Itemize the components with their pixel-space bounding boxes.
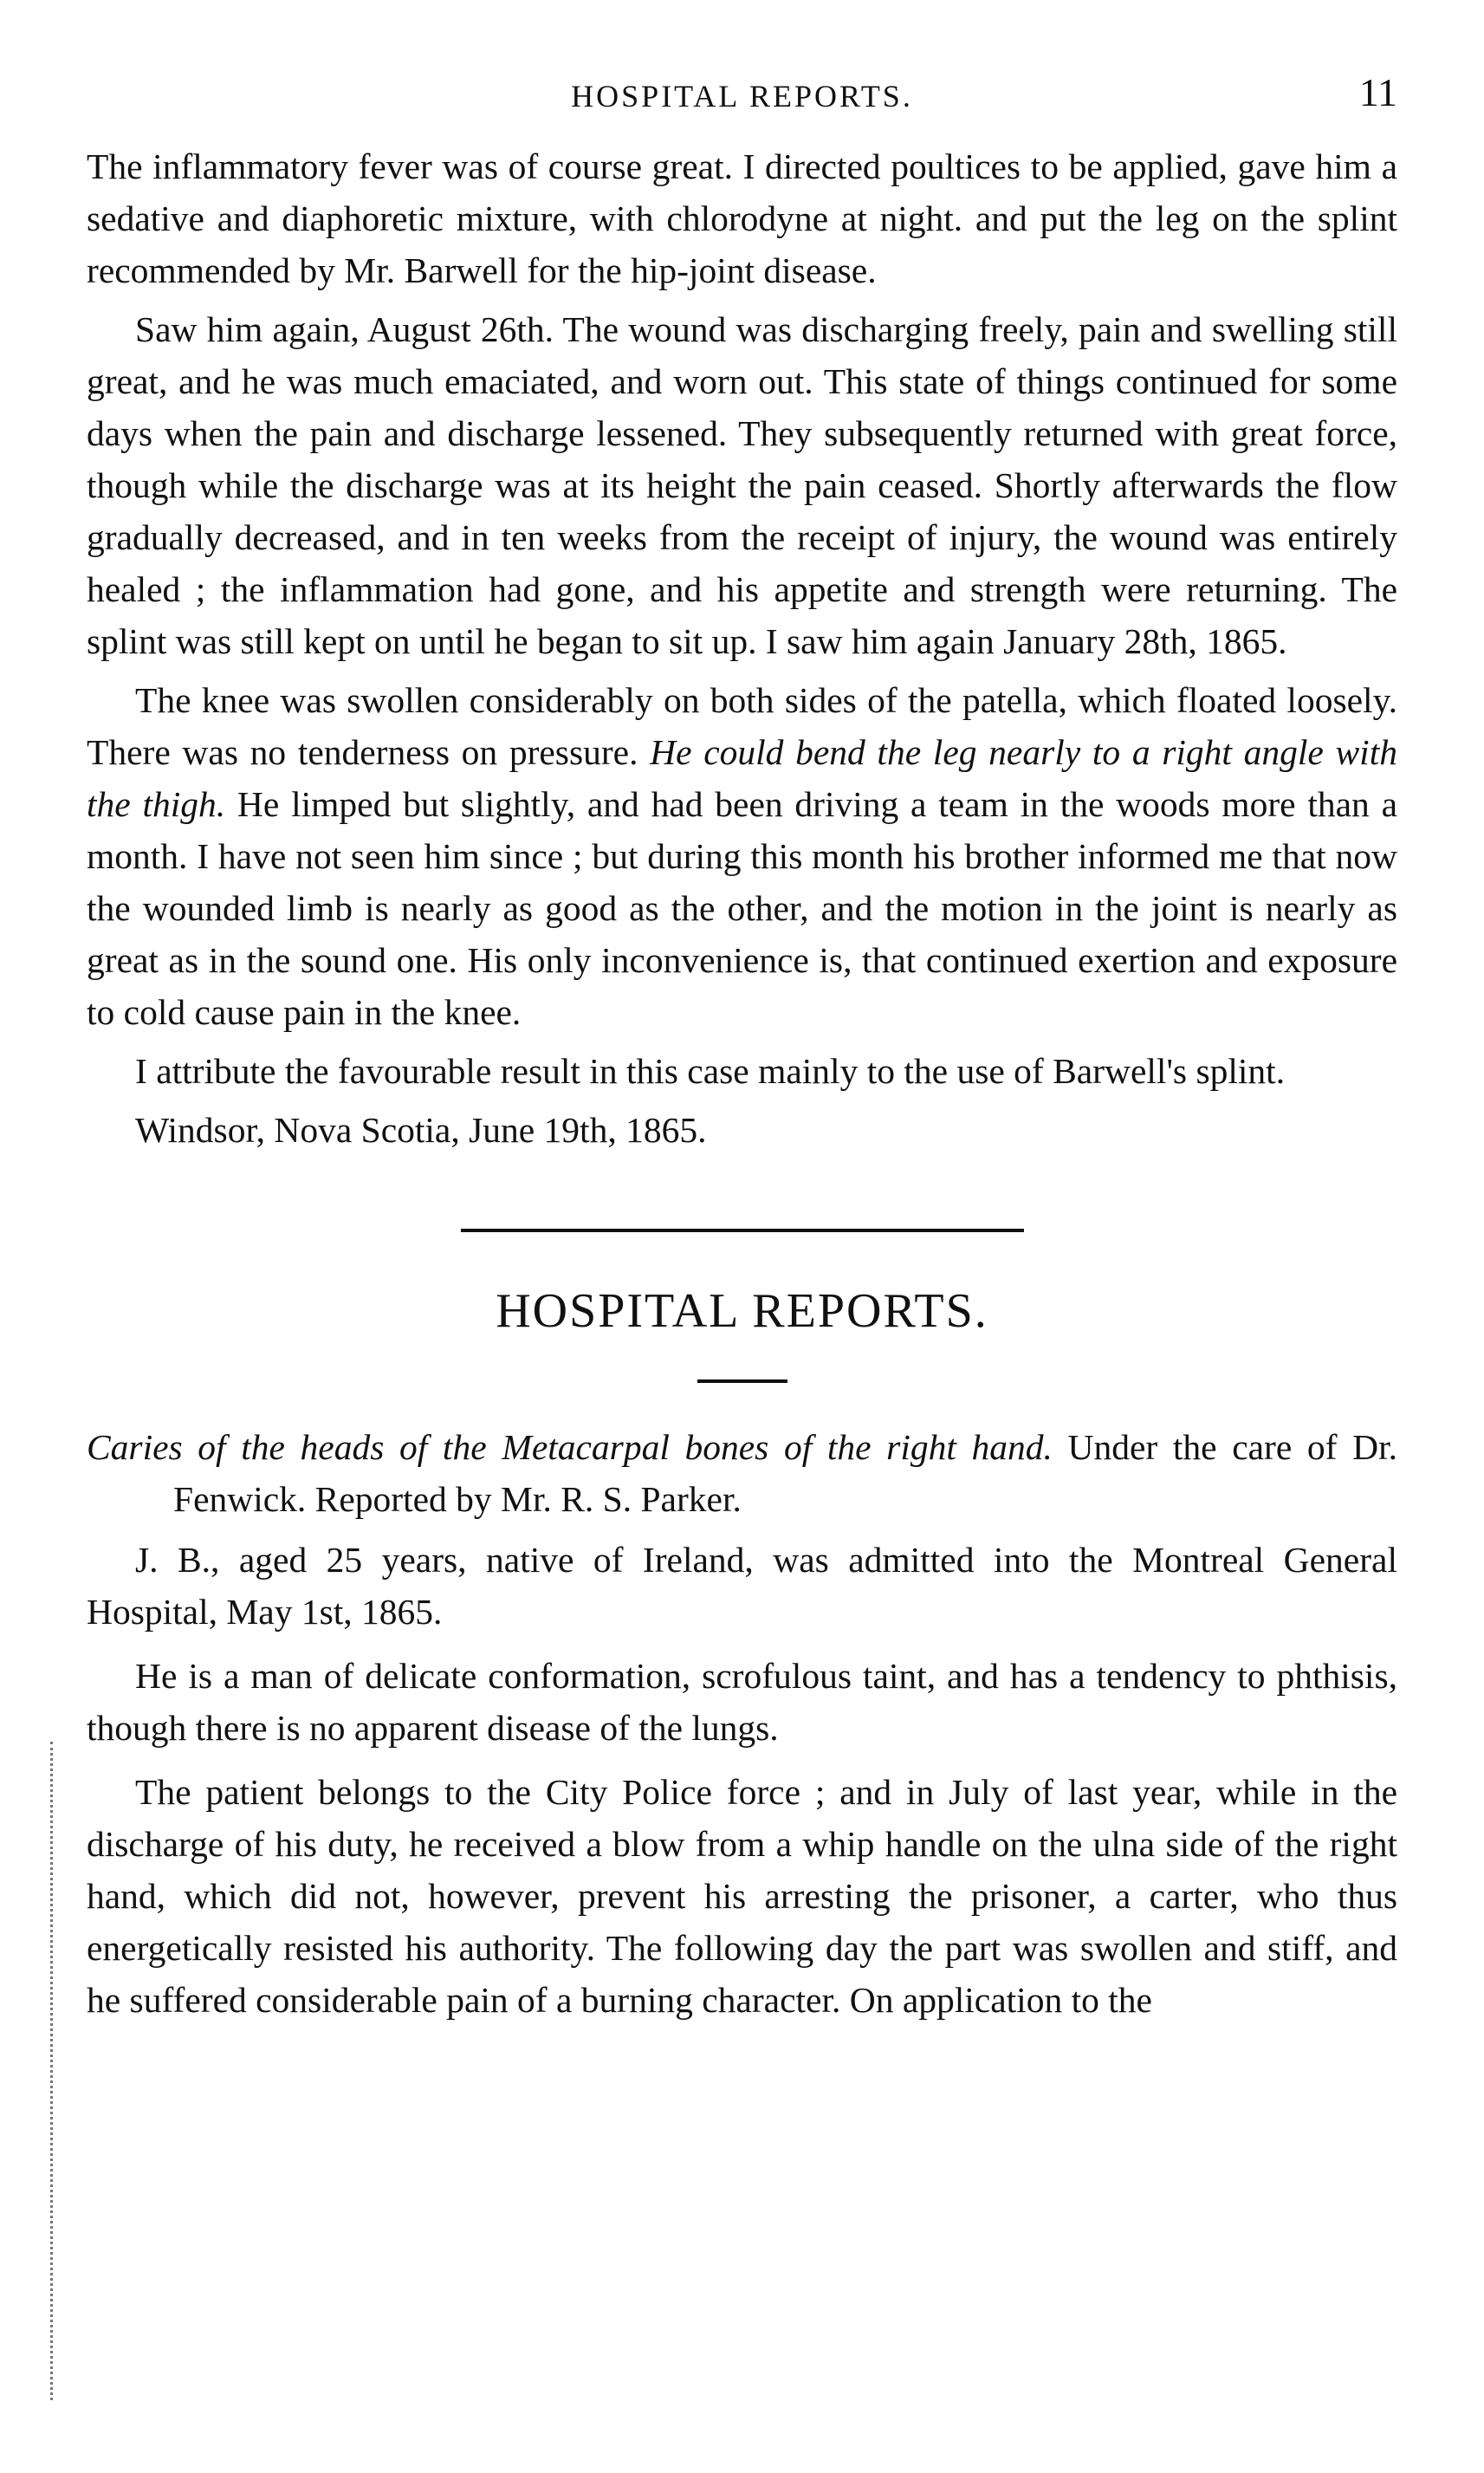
paragraph: He is a man of delicate conformation, scrofulous taint, and has a tendency to phthisis, though there is no apparent disease of the lungs. (87, 1656, 1397, 1748)
section-divider (461, 1229, 1024, 1232)
running-head-title: HOSPITAL REPORTS. (571, 79, 913, 114)
section-heading: HOSPITAL REPORTS. (496, 1284, 988, 1338)
paragraph (87, 674, 1397, 1038)
paragraph: The patient belongs to the City Police force ; and in July of last year, while in the discharge of his duty, he received a blow from a whip handle on the ulna side of the right hand, which did not, however, prevent his arresting the prisoner, a carter, who thus energetically resisted his authority. The following day the part was swollen and stiff, and he suffered considerable pain of a burning character. On application to the (87, 1772, 1397, 2020)
case-title-italic: Caries of the heads of the Metacarpal bones of the right hand. (87, 1427, 1053, 1467)
scan-margin-mark (50, 1742, 56, 2400)
italic-emphasis: He could bend the leg nearly to a right angle with the thigh. (87, 732, 1397, 824)
paragraph: J. B., aged 25 years, native of Ireland, was admitted into the Montreal General Hospital, May 1st, 1865. (87, 1540, 1397, 1632)
document-page (87, 52, 1397, 2026)
heading-rule (697, 1379, 787, 1383)
case-title (87, 1421, 1397, 1525)
paragraph-text: He limped but slightly, and had been driving a team in the woods more than a month. I have not seen him since ; but during this month his brother informed me that now the wounded limb is nearly as good as the other, and the motion in the joint is nearly as great as in the sound one. His only inconvenience is, that continued exertion and exposure to cold cause pain in the knee. (87, 784, 1397, 1032)
running-head (87, 52, 1397, 121)
paragraph: Saw him again, August 26th. The wound was discharging freely, pain and swelling still great, and he was much emaciated, and worn out. This state of things continued for some days when the pain and discharge lessened. They subsequently returned with great force, though while the discharge was at its height the pain ceased. Shortly afterwards the flow gradually decreased, and in ten weeks from the receipt of injury, the wound was entirely healed ; the inflammation had gone, and his appetite and strength were returning. The splint was still kept on until he began to sit up. I saw him again January 28th, 1865. (87, 309, 1397, 661)
case-title-attribution: Under the care of Dr. Fenwick. Reported by Mr. R. S. Parker. (173, 1427, 1397, 1519)
paragraph: The inflammatory fever was of course great. I directed poultices to be applied, gave him a sedative and diaphoretic mixture, with chlorodyne at night. and put the leg on the splint recommended by Mr. Barwell for the hip-joint disease. (87, 146, 1397, 290)
hospital-report-body (87, 1534, 1397, 2026)
paragraph: I attribute the favourable result in this case mainly to the use of Barwell's splint. (135, 1051, 1286, 1091)
case-report-continuation (87, 140, 1397, 1156)
page-number: 11 (1358, 70, 1397, 114)
paragraph-text: The knee was swollen considerably on both sides of the patella, which floated loosely. There was no tenderness on pressure. (87, 680, 1397, 772)
signature-line: Windsor, Nova Scotia, June 19th, 1865. (135, 1110, 707, 1150)
